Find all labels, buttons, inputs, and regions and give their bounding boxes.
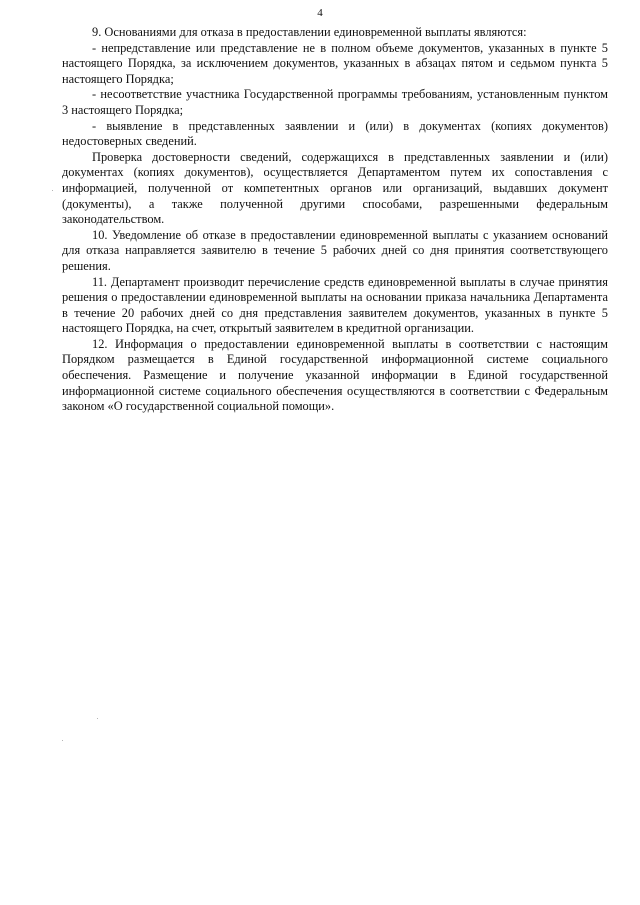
paragraph-9-bullet-2: - несоответствие участника Государственной программы требованиям, установленным пунктом 3 настоящего Порядка; <box>62 87 608 117</box>
document-body <box>62 25 608 415</box>
paragraph-verification: Проверка достоверности сведений, содержащихся в представленных заявлении и (или) документах (копиях документов), осуществляется Департаментом путем их сопоставления с информацией, полученной от компетентных органов или организаций, выдавших документ (документы), а также полученной другими способами, разрешенными федеральным законодательством. <box>62 149 608 227</box>
paragraph-11: 11. Департамент производит перечисление средств единовременной выплаты в случае принятия решения о предоставлении единовременной выплаты на основании приказа начальника Департамента в течение 20 рабочих дней со дня представления заявителем документов, указанных в пункте 5 настоящего Порядка, на счет, открытый заявителем в кредитной организации. <box>62 274 608 336</box>
paragraph-10: 10. Уведомление об отказе в предоставлении единовременной выплаты с указанием оснований для отказа направляется заявителю в течение 5 рабочих дней со дня принятия соответствующего решения. <box>62 227 608 273</box>
paragraph-9-heading: 9. Основаниями для отказа в предоставлении единовременной выплаты являются: <box>92 25 527 39</box>
paragraph-9-bullet-1: - непредставление или представление не в полном объеме документов, указанных в пункте 5 настоящего Порядка, за исключением документов, указанных в абзацах пятом и седьмом пункта 5 настоящего Порядка; <box>62 40 608 86</box>
page-number: 4 <box>317 7 323 19</box>
scan-artifact <box>62 740 63 741</box>
scan-artifact <box>52 190 53 191</box>
paragraph-9-bullet-3: - выявление в представленных заявлении и (или) в документах (копиях документов) недостоверных сведений. <box>62 118 608 149</box>
scan-artifact <box>97 718 98 719</box>
paragraph-12: 12. Информация о предоставлении единовременной выплаты в соответствии с настоящим Порядком размещается в Единой государственной информационной системе социального обеспечения. Размещение и получение указанной информации в Единой государственной информационной системе социального обеспечения осуществляются в соответствии с Федеральным законом «О государственной социальной помощи». <box>62 336 608 414</box>
